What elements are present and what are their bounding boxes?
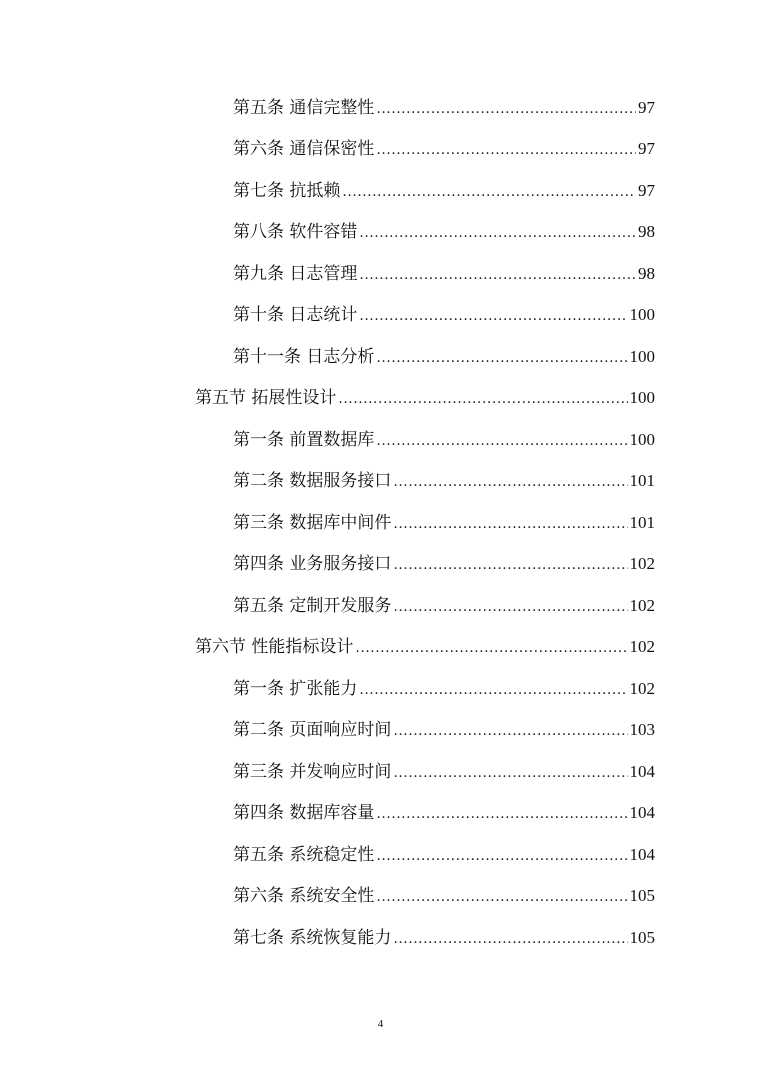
toc-entry-page: 97: [638, 98, 655, 117]
toc-leader-dots: [342, 175, 636, 209]
toc-entry-label: 第二条 页面响应时间: [233, 720, 392, 740]
toc-entry[interactable]: [233, 298, 655, 332]
toc-leader-dots: [376, 133, 636, 167]
toc-leader-dots: [376, 880, 627, 914]
toc-entry-page: 100: [629, 347, 655, 366]
toc-entry-label: 第一条 前置数据库: [233, 430, 375, 450]
toc-entry[interactable]: [233, 506, 655, 540]
toc-entry-page: 104: [629, 762, 655, 781]
toc-entry-page: 100: [629, 430, 655, 449]
toc-entry-page: 104: [629, 803, 655, 822]
toc-entry-section[interactable]: [195, 381, 655, 415]
toc-entry-page: 102: [629, 637, 655, 656]
toc-entry[interactable]: [233, 132, 655, 166]
toc-entry-label: 第六条 系统安全性: [233, 886, 375, 906]
toc-entry-page: 101: [629, 513, 655, 532]
toc-entry-label: 第一条 扩张能力: [233, 679, 358, 699]
toc-leader-dots: [359, 673, 627, 707]
toc-entry-page: 100: [629, 305, 655, 324]
toc-leader-dots: [393, 590, 627, 624]
toc-leader-dots: [376, 424, 627, 458]
toc-entry-label: 第六条 通信保密性: [233, 139, 375, 159]
toc-entry-page: 101: [629, 471, 655, 490]
toc-entry[interactable]: [233, 423, 655, 457]
toc-entry-page: 97: [638, 181, 655, 200]
toc-leader-dots: [376, 341, 627, 375]
toc-entry[interactable]: [233, 257, 655, 291]
toc-entry[interactable]: [233, 589, 655, 623]
toc-entry[interactable]: [233, 547, 655, 581]
toc-entry-label: 第八条 软件容错: [233, 222, 358, 242]
toc-entry-page: 100: [629, 388, 655, 407]
toc-leader-dots: [376, 839, 627, 873]
toc-entry-page: 97: [638, 139, 655, 158]
toc-entry-page: 102: [629, 679, 655, 698]
toc-entry-label: 第五条 通信完整性: [233, 98, 375, 118]
toc-entry-label: 第五条 定制开发服务: [233, 596, 392, 616]
toc-entry[interactable]: [233, 215, 655, 249]
toc-leader-dots: [355, 631, 627, 665]
toc-entry-page: 105: [629, 928, 655, 947]
toc-entry-label: 第五条 系统稳定性: [233, 845, 375, 865]
toc-entry[interactable]: [233, 879, 655, 913]
toc-entry-page: 102: [629, 596, 655, 615]
toc-entry-label: 第五节 拓展性设计: [195, 388, 337, 408]
toc-entry[interactable]: [233, 340, 655, 374]
toc-leader-dots: [376, 92, 636, 126]
toc-entry-label: 第三条 数据库中间件: [233, 513, 392, 533]
toc-entry-label: 第六节 性能指标设计: [195, 637, 354, 657]
toc-entry-page: 98: [638, 264, 655, 283]
toc-entry[interactable]: [233, 796, 655, 830]
page-number: 4: [377, 1018, 384, 1030]
toc-leader-dots: [393, 465, 627, 499]
toc-leader-dots: [338, 382, 627, 416]
toc-entry-section[interactable]: [195, 630, 655, 664]
toc-leader-dots: [393, 756, 627, 790]
toc-entry[interactable]: [233, 838, 655, 872]
toc-leader-dots: [393, 714, 627, 748]
toc-entry-page: 105: [629, 886, 655, 905]
toc-leader-dots: [393, 922, 627, 956]
toc-entry-page: 103: [629, 720, 655, 739]
toc-leader-dots: [393, 548, 627, 582]
toc-entry-page: 98: [638, 222, 655, 241]
toc-leader-dots: [393, 507, 627, 541]
toc-leader-dots: [359, 258, 636, 292]
toc-entry-label: 第四条 业务服务接口: [233, 554, 392, 574]
toc-entry-page: 104: [629, 845, 655, 864]
toc-entry[interactable]: [233, 91, 655, 125]
toc-entry-label: 第七条 抗抵赖: [233, 181, 341, 201]
toc-entry[interactable]: [233, 174, 655, 208]
toc-entry[interactable]: [233, 755, 655, 789]
toc-leader-dots: [359, 299, 627, 333]
toc-leader-dots: [376, 797, 627, 831]
toc-entry[interactable]: [233, 464, 655, 498]
toc-entry-label: 第三条 并发响应时间: [233, 762, 392, 782]
toc-entry-page: 102: [629, 554, 655, 573]
toc-entry[interactable]: [233, 921, 655, 955]
toc-entry[interactable]: [233, 672, 655, 706]
toc-entry-label: 第十一条 日志分析: [233, 347, 375, 367]
toc-entry[interactable]: [233, 713, 655, 747]
toc-entry-label: 第九条 日志管理: [233, 264, 358, 284]
toc-entry-label: 第十条 日志统计: [233, 305, 358, 325]
toc-entry-label: 第七条 系统恢复能力: [233, 928, 392, 948]
toc-leader-dots: [359, 216, 636, 250]
toc-entry-label: 第四条 数据库容量: [233, 803, 375, 823]
toc-entry-label: 第二条 数据服务接口: [233, 471, 392, 491]
